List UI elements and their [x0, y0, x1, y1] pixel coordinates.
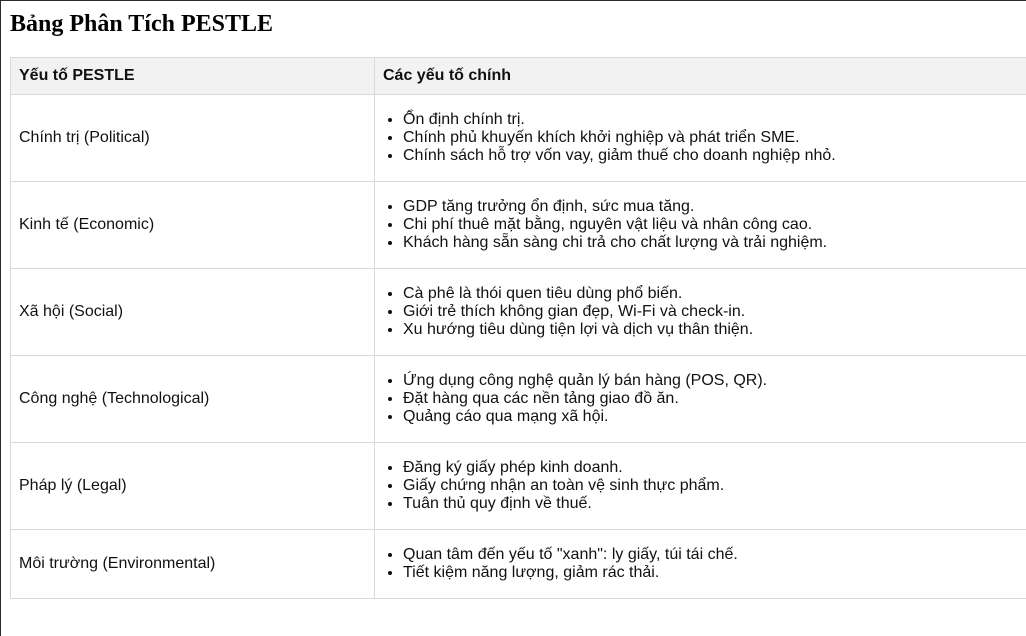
points-list	[383, 372, 1026, 426]
list-item: • Giấy chứng nhận an toàn vệ sinh thực phẩm.	[403, 477, 1026, 495]
factor-cell: Môi trường (Environmental)	[11, 530, 375, 599]
factor-cell: Pháp lý (Legal)	[11, 443, 375, 530]
page-title: Bảng Phân Tích PESTLE	[10, 11, 273, 37]
list-item: • Xu hướng tiêu dùng tiện lợi và dịch vụ thân thiện.	[403, 321, 1026, 339]
list-item: • Ổn định chính trị.	[403, 111, 1026, 129]
list-item: • Quan tâm đến yếu tố "xanh": ly giấy, túi tái chế.	[403, 546, 1026, 564]
points-list	[383, 285, 1026, 339]
points-list	[383, 459, 1026, 513]
table-row-environmental	[11, 530, 1026, 599]
points-cell	[375, 269, 1026, 356]
table-row-political	[11, 95, 1026, 182]
list-item: • Đặt hàng qua các nền tảng giao đồ ăn.	[403, 390, 1026, 408]
list-item: • GDP tăng trưởng ổn định, sức mua tăng.	[403, 198, 1026, 216]
table-header-row	[11, 58, 1026, 95]
points-list	[383, 546, 1026, 582]
list-item: • Chính phủ khuyến khích khởi nghiệp và phát triển SME.	[403, 129, 1026, 147]
points-cell	[375, 530, 1026, 599]
list-item: • Giới trẻ thích không gian đẹp, Wi-Fi và check-in.	[403, 303, 1026, 321]
points-list	[383, 198, 1026, 252]
list-item: • Đăng ký giấy phép kinh doanh.	[403, 459, 1026, 477]
points-cell	[375, 356, 1026, 443]
list-item: • Tiết kiệm năng lượng, giảm rác thải.	[403, 564, 1026, 582]
factor-cell: Chính trị (Political)	[11, 95, 375, 182]
pestle-table	[10, 57, 1026, 599]
header-factor: Yếu tố PESTLE	[11, 58, 375, 95]
table-row-social	[11, 269, 1026, 356]
list-item: • Chính sách hỗ trợ vốn vay, giảm thuế cho doanh nghiệp nhỏ.	[403, 147, 1026, 165]
points-cell	[375, 95, 1026, 182]
list-item: • Ứng dụng công nghệ quản lý bán hàng (POS, QR).	[403, 372, 1026, 390]
table-row-legal	[11, 443, 1026, 530]
header-points: Các yếu tố chính	[375, 58, 1026, 95]
points-list	[383, 111, 1026, 165]
table-row-economic	[11, 182, 1026, 269]
list-item: • Khách hàng sẵn sàng chi trả cho chất lượng và trải nghiệm.	[403, 234, 1026, 252]
factor-cell: Công nghệ (Technological)	[11, 356, 375, 443]
points-cell	[375, 182, 1026, 269]
table-row-technological	[11, 356, 1026, 443]
list-item: • Cà phê là thói quen tiêu dùng phổ biến.	[403, 285, 1026, 303]
list-item: • Tuân thủ quy định về thuế.	[403, 495, 1026, 513]
list-item: • Chi phí thuê mặt bằng, nguyên vật liệu và nhân công cao.	[403, 216, 1026, 234]
factor-cell: Kinh tế (Economic)	[11, 182, 375, 269]
points-cell	[375, 443, 1026, 530]
factor-cell: Xã hội (Social)	[11, 269, 375, 356]
list-item: • Quảng cáo qua mạng xã hội.	[403, 408, 1026, 426]
